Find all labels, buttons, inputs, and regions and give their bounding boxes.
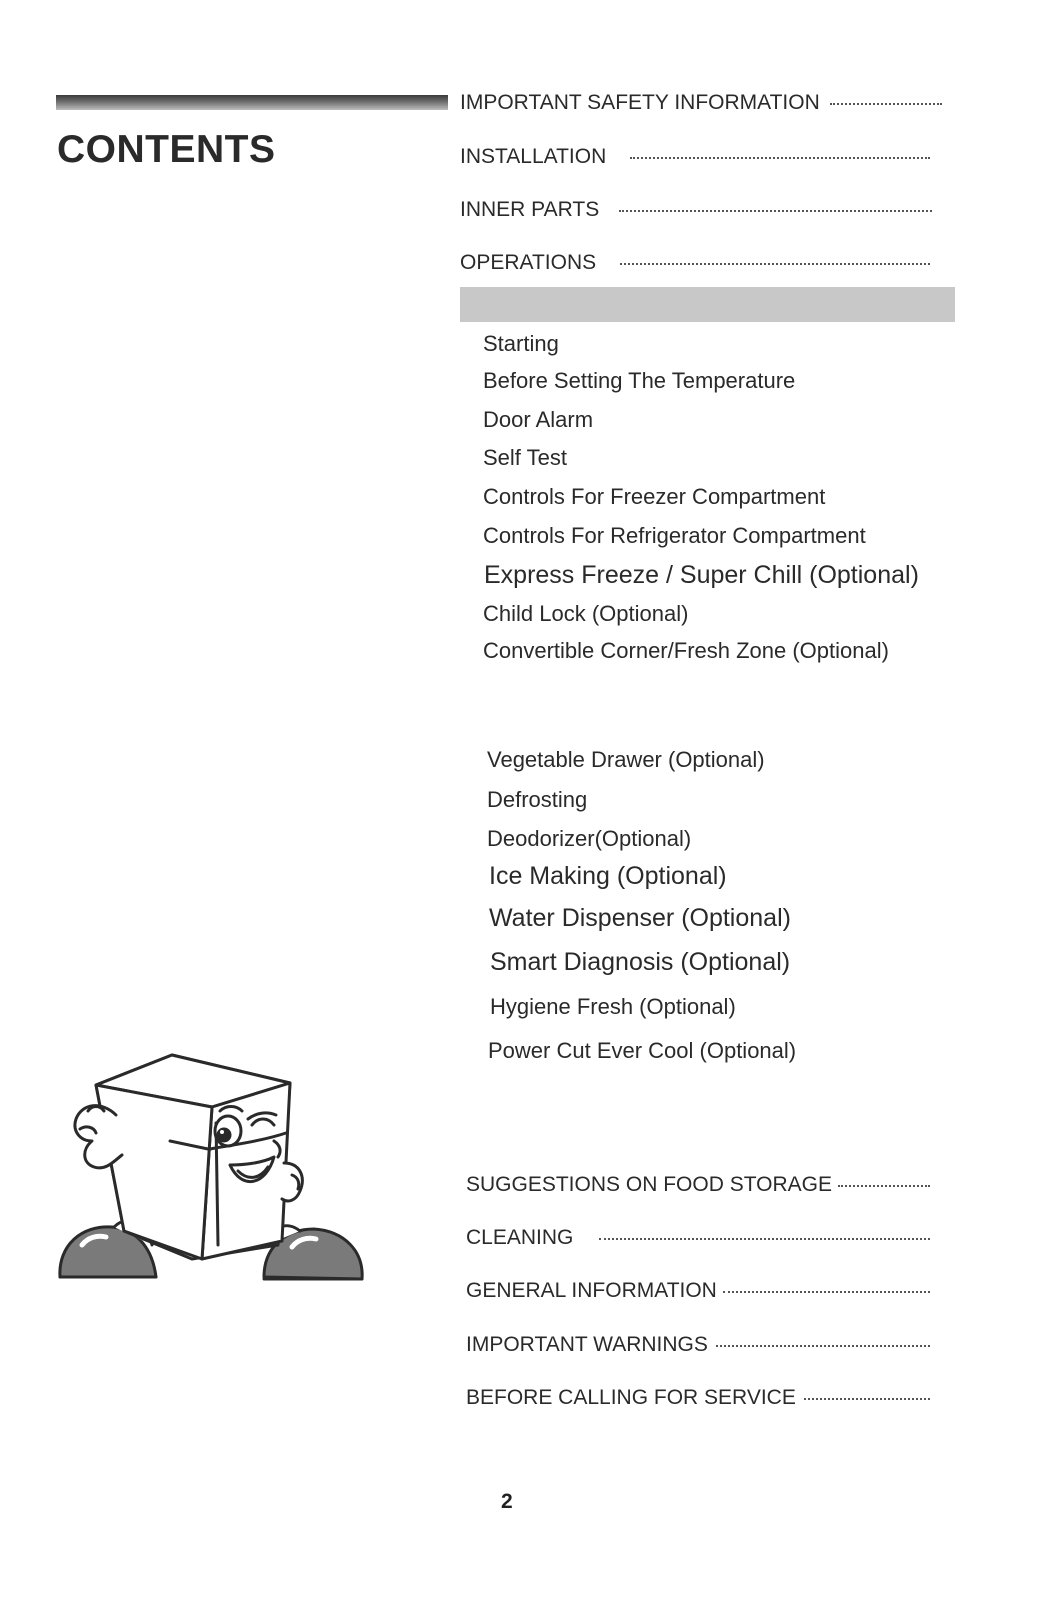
sub-item[interactable]: Water Dispenser (Optional) <box>489 904 791 932</box>
toc-entry-safety[interactable] <box>460 91 942 115</box>
dot-leader <box>838 1185 930 1187</box>
toc-entry-label: OPERATIONS <box>460 251 597 274</box>
sub-item[interactable]: Deodorizer(Optional) <box>487 826 692 851</box>
dot-leader <box>620 263 930 265</box>
toc-entry-general-info[interactable] <box>466 1279 930 1303</box>
dot-leader <box>716 1345 930 1347</box>
sub-item[interactable]: Before Setting The Temperature <box>483 368 796 393</box>
toc-entry-inner-parts[interactable] <box>460 198 932 222</box>
sub-item[interactable]: Vegetable Drawer (Optional) <box>487 747 765 772</box>
dot-leader <box>619 210 932 212</box>
sub-item[interactable]: Express Freeze / Super Chill (Optional) <box>484 561 919 589</box>
sub-item[interactable]: Child Lock (Optional) <box>483 601 689 626</box>
toc-entry-operations[interactable] <box>460 251 930 275</box>
toc-entry-label: SUGGESTIONS ON FOOD STORAGE <box>466 1173 832 1196</box>
sub-item[interactable]: Defrosting <box>487 787 588 812</box>
refrigerator-mascot-icon <box>52 1045 372 1295</box>
dot-leader <box>630 157 930 159</box>
toc-entry-cleaning[interactable] <box>466 1226 930 1250</box>
sub-item[interactable]: Smart Diagnosis (Optional) <box>490 948 791 976</box>
sub-item[interactable]: Controls For Refrigerator Compartment <box>483 523 866 548</box>
page-title: CONTENTS <box>57 128 276 171</box>
dot-leader <box>804 1398 930 1400</box>
toc-entry-installation[interactable] <box>460 145 930 169</box>
sub-item[interactable]: Ice Making (Optional) <box>489 862 727 890</box>
toc-entry-service[interactable] <box>466 1386 930 1410</box>
dot-leader <box>830 103 942 105</box>
sub-item[interactable]: Self Test <box>483 445 567 470</box>
sub-item[interactable]: Power Cut Ever Cool (Optional) <box>488 1038 797 1063</box>
toc-entry-label: IMPORTANT SAFETY INFORMATION <box>460 91 820 114</box>
toc-entry-warnings[interactable] <box>466 1333 930 1357</box>
header-rule <box>56 95 448 110</box>
toc-entry-label: IMPORTANT WARNINGS <box>466 1333 708 1356</box>
toc-entry-food-storage[interactable] <box>466 1173 930 1197</box>
sub-item[interactable]: Door Alarm <box>483 407 594 432</box>
page-number: 2 <box>501 1490 513 1513</box>
toc-entry-label: BEFORE CALLING FOR SERVICE <box>466 1386 796 1409</box>
toc-entry-label: GENERAL INFORMATION <box>466 1279 717 1302</box>
dot-leader <box>599 1238 930 1240</box>
dot-leader <box>723 1291 930 1293</box>
sub-item[interactable]: Controls For Freezer Compartment <box>483 484 826 509</box>
section-separator-bar <box>460 287 955 322</box>
sub-item[interactable]: Convertible Corner/Fresh Zone (Optional) <box>483 638 889 663</box>
toc-entry-label: INSTALLATION <box>460 145 607 168</box>
sub-item[interactable]: Starting <box>483 331 559 356</box>
toc-entry-label: INNER PARTS <box>460 198 600 221</box>
toc-entry-label: CLEANING <box>466 1226 574 1249</box>
sub-item[interactable]: Hygiene Fresh (Optional) <box>490 994 736 1019</box>
